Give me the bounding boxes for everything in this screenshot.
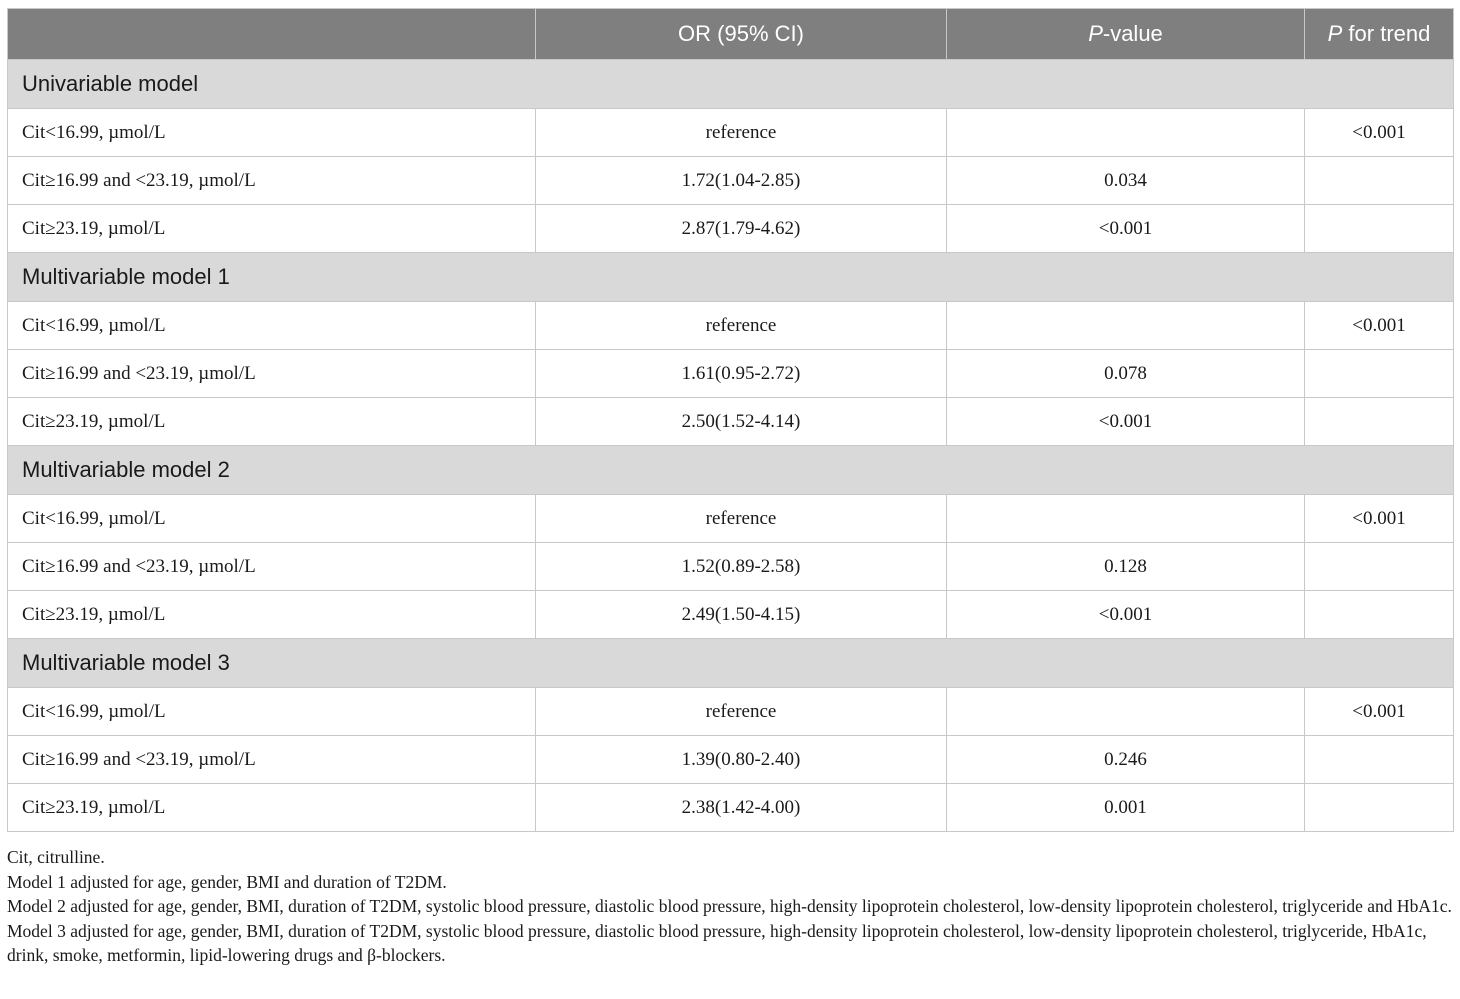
table-row: [8, 302, 1454, 350]
table-row: [8, 157, 1454, 205]
table-footnotes: [7, 845, 1457, 968]
table-row: [8, 784, 1454, 832]
row-or: reference: [536, 302, 947, 350]
header-p-italic: P: [1088, 21, 1103, 46]
table-row: [8, 543, 1454, 591]
table-row: [8, 350, 1454, 398]
row-trend: <0.001: [1305, 109, 1454, 157]
row-trend: [1305, 157, 1454, 205]
row-p: <0.001: [947, 591, 1305, 639]
section-title: Multivariable model 2: [8, 446, 1454, 495]
row-or: 1.52(0.89-2.58): [536, 543, 947, 591]
row-trend: [1305, 591, 1454, 639]
row-label: Cit<16.99, µmol/L: [8, 302, 536, 350]
row-p: [947, 109, 1305, 157]
row-or: reference: [536, 109, 947, 157]
section-row: [8, 639, 1454, 688]
section-row: [8, 446, 1454, 495]
table-row: [8, 495, 1454, 543]
header-p-trend: [1305, 9, 1454, 60]
row-label: Cit<16.99, µmol/L: [8, 109, 536, 157]
table-row: [8, 205, 1454, 253]
table-body: [8, 60, 1454, 832]
row-label: Cit≥23.19, µmol/L: [8, 205, 536, 253]
footnote-model-3: Model 3 adjusted for age, gender, BMI, duration of T2DM, systolic blood pressure, diastolic blood pressure, high-density lipoprotein cholesterol, low-density lipoprotein cholesterol, triglyceride, HbA1c, drink, smoke, metformin, lipid-lowering drugs and β-blockers.: [7, 920, 1427, 965]
section-title: Multivariable model 3: [8, 639, 1454, 688]
row-p: 0.034: [947, 157, 1305, 205]
row-p: 0.128: [947, 543, 1305, 591]
header-row: [8, 9, 1454, 60]
row-trend: [1305, 543, 1454, 591]
row-label: Cit≥23.19, µmol/L: [8, 591, 536, 639]
row-p: <0.001: [947, 398, 1305, 446]
footnote-abbreviation: Cit, citrulline.: [7, 847, 105, 867]
table-row: [8, 398, 1454, 446]
row-label: Cit<16.99, µmol/L: [8, 495, 536, 543]
section-title: Univariable model: [8, 60, 1454, 109]
row-p: 0.001: [947, 784, 1305, 832]
results-table: [7, 8, 1454, 832]
row-or: reference: [536, 688, 947, 736]
row-label: Cit<16.99, µmol/L: [8, 688, 536, 736]
row-p: 0.246: [947, 736, 1305, 784]
row-trend: [1305, 205, 1454, 253]
row-p: <0.001: [947, 205, 1305, 253]
footnote-model-1: Model 1 adjusted for age, gender, BMI and duration of T2DM.: [7, 871, 447, 892]
header-trend-rest: for trend: [1342, 21, 1431, 46]
row-trend: <0.001: [1305, 302, 1454, 350]
row-trend: [1305, 350, 1454, 398]
header-p-rest: -value: [1102, 21, 1163, 46]
row-p: [947, 302, 1305, 350]
row-p: 0.078: [947, 350, 1305, 398]
section-row: [8, 60, 1454, 109]
section-title: Multivariable model 1: [8, 253, 1454, 302]
row-trend: [1305, 736, 1454, 784]
row-or: 2.49(1.50-4.15): [536, 591, 947, 639]
row-p: [947, 688, 1305, 736]
row-trend: [1305, 784, 1454, 832]
results-table-container: [7, 8, 1453, 832]
row-label: Cit≥23.19, µmol/L: [8, 398, 536, 446]
row-or: 2.50(1.52-4.14): [536, 398, 947, 446]
footnote-model-2: Model 2 adjusted for age, gender, BMI, duration of T2DM, systolic blood pressure, diastolic blood pressure, high-density lipoprotein cholesterol, low-density lipoprotein cholesterol, triglyceride and HbA1c.: [7, 896, 1452, 916]
row-label: Cit≥16.99 and <23.19, µmol/L: [8, 157, 536, 205]
row-or: 2.87(1.79-4.62): [536, 205, 947, 253]
row-trend: [1305, 398, 1454, 446]
row-or: 2.38(1.42-4.00): [536, 784, 947, 832]
header-or: OR (95% CI): [536, 9, 947, 60]
row-label: Cit≥16.99 and <23.19, µmol/L: [8, 736, 536, 784]
table-row: [8, 109, 1454, 157]
row-trend: <0.001: [1305, 495, 1454, 543]
row-trend: <0.001: [1305, 688, 1454, 736]
row-label: Cit≥23.19, µmol/L: [8, 784, 536, 832]
row-or: 1.39(0.80-2.40): [536, 736, 947, 784]
table-row: [8, 591, 1454, 639]
header-trend-italic: P: [1327, 21, 1343, 46]
header-p-value: [947, 9, 1305, 60]
row-p: [947, 495, 1305, 543]
row-or: 1.61(0.95-2.72): [536, 350, 947, 398]
section-row: [8, 253, 1454, 302]
row-or: reference: [536, 495, 947, 543]
header-variable: [8, 9, 536, 60]
row-label: Cit≥16.99 and <23.19, µmol/L: [8, 543, 536, 591]
table-row: [8, 688, 1454, 736]
table-row: [8, 736, 1454, 784]
row-or: 1.72(1.04-2.85): [536, 157, 947, 205]
row-label: Cit≥16.99 and <23.19, µmol/L: [8, 350, 536, 398]
